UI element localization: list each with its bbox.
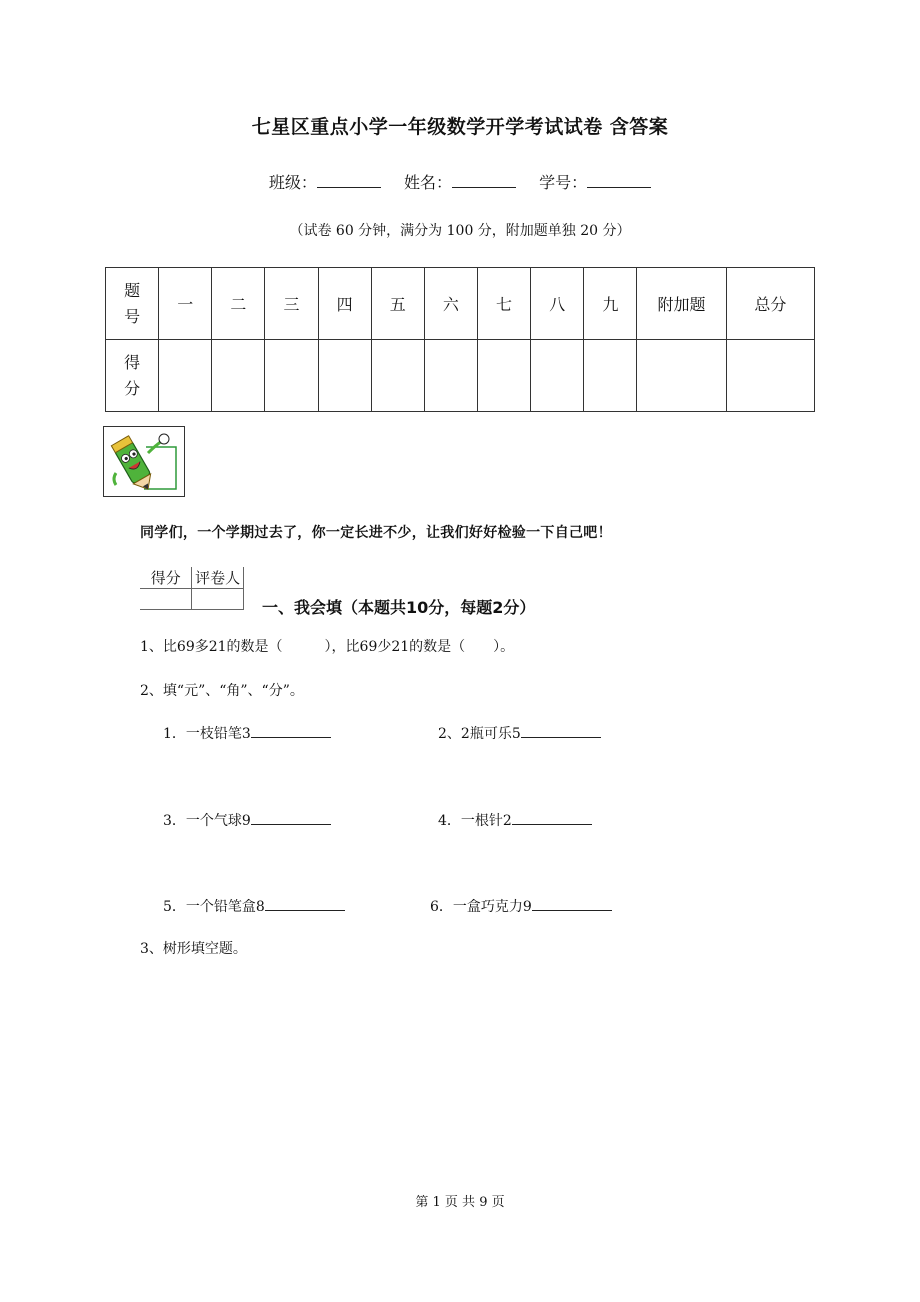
col-header: 一	[159, 268, 212, 340]
score-cell[interactable]	[584, 340, 637, 412]
score-cell[interactable]	[212, 340, 265, 412]
col-header: 二	[212, 268, 265, 340]
col-header: 四	[318, 268, 371, 340]
score-cell[interactable]	[637, 340, 726, 412]
col-header: 五	[371, 268, 424, 340]
col-header: 附加题	[637, 268, 726, 340]
col-header: 总分	[726, 268, 814, 340]
student-info	[0, 170, 920, 193]
score-table	[105, 267, 815, 412]
section-heading: 一、我会填（本题共10分，每题2分）	[262, 598, 536, 617]
class-blank[interactable]	[317, 173, 381, 188]
mini-score-label: 得分	[140, 567, 192, 589]
mini-grader-label: 评卷人	[192, 567, 244, 589]
name-blank[interactable]	[452, 173, 516, 188]
intro-text: 同学们，一个学期过去了，你一定长进不少，让我们好好检验一下自己吧！	[140, 525, 612, 541]
q2-item-5: 5．一个铅笔盒8	[163, 896, 345, 916]
pencil-mascot-image	[103, 426, 185, 497]
answer-blank[interactable]	[512, 812, 592, 825]
grader-table	[140, 567, 244, 610]
q2-item-1: 1．一枝铅笔3	[163, 723, 331, 743]
question-1: 1、比69多21的数是（ ），比69少21的数是（ ）。	[140, 639, 515, 655]
score-cell[interactable]	[424, 340, 477, 412]
score-cell[interactable]	[265, 340, 318, 412]
answer-blank[interactable]	[521, 725, 601, 738]
page-title: 七星区重点小学一年级数学开学考试试卷 含答案	[251, 116, 669, 138]
answer-blank[interactable]	[251, 725, 331, 738]
score-cell[interactable]	[477, 340, 530, 412]
answer-blank[interactable]	[265, 898, 345, 911]
row-label-tihao: 题 号	[106, 268, 159, 340]
score-cell[interactable]	[531, 340, 584, 412]
mini-grader-cell[interactable]	[192, 589, 244, 610]
score-cell[interactable]	[318, 340, 371, 412]
page-footer: 第 1 页 共 9 页	[415, 1195, 505, 1210]
number-blank[interactable]	[587, 173, 651, 188]
score-cell[interactable]	[726, 340, 814, 412]
class-label: 班级：	[268, 173, 317, 192]
exam-note: （试卷 60 分钟，满分为 100 分，附加题单独 20 分）	[289, 223, 631, 239]
col-header: 六	[424, 268, 477, 340]
col-header: 九	[584, 268, 637, 340]
question-2: 2、填“元”、“角”、“分”。	[140, 683, 304, 699]
mini-score-cell[interactable]	[140, 589, 192, 610]
col-header: 七	[477, 268, 530, 340]
q2-item-4: 4．一根针2	[438, 810, 592, 830]
question-3: 3、树形填空题。	[140, 941, 247, 957]
q2-item-6: 6．一盒巧克力9	[430, 896, 612, 916]
number-label: 学号：	[539, 173, 588, 192]
score-cell[interactable]	[159, 340, 212, 412]
answer-blank[interactable]	[251, 812, 331, 825]
answer-blank[interactable]	[532, 898, 612, 911]
col-header: 八	[531, 268, 584, 340]
score-cell[interactable]	[371, 340, 424, 412]
q2-item-3: 3．一个气球9	[163, 810, 331, 830]
col-header: 三	[265, 268, 318, 340]
q2-item-2: 2、2瓶可乐5	[438, 723, 601, 743]
name-label: 姓名：	[403, 173, 452, 192]
row-label-defen: 得 分	[106, 340, 159, 412]
